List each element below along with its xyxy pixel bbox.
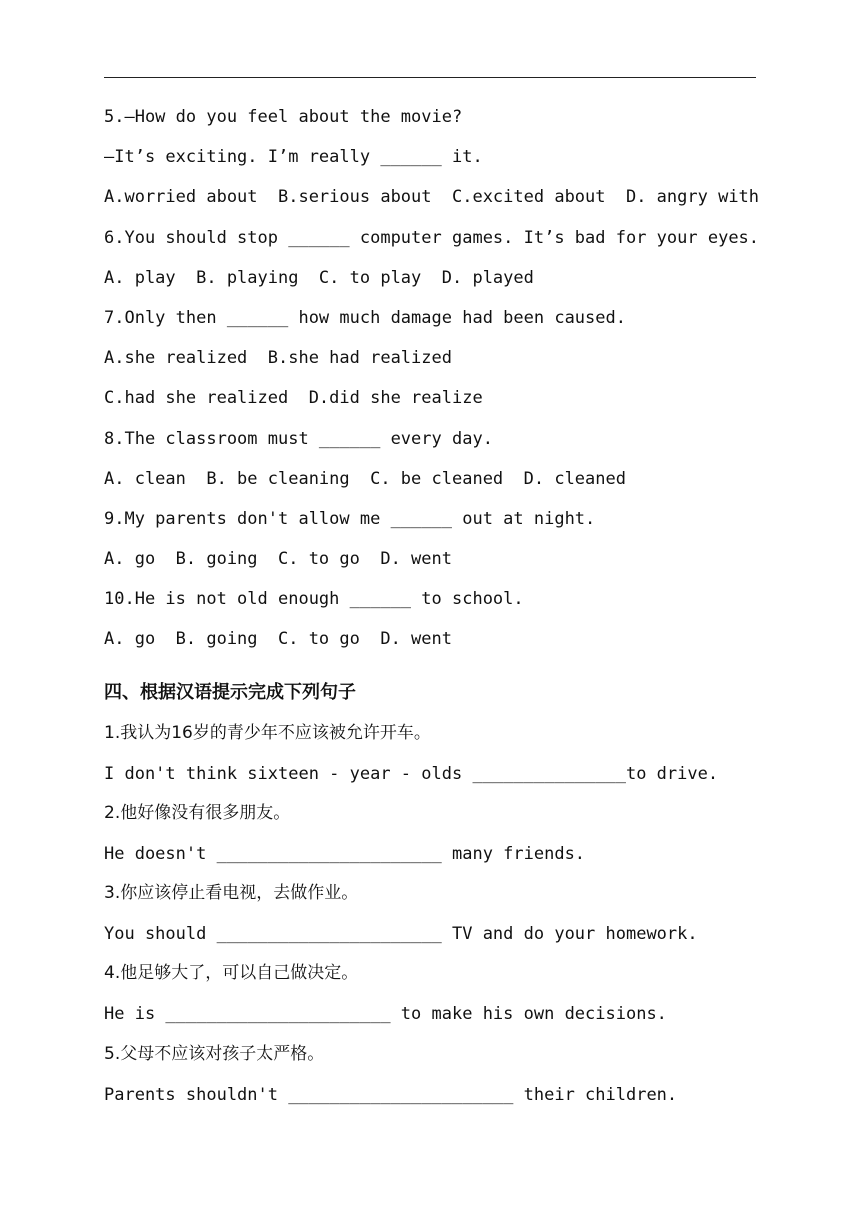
q10-stem: 10.He is not old enough ______ to school. <box>104 589 524 609</box>
q7-options-cd: C.had she realized D.did she realize <box>104 388 483 408</box>
q6-options: A. play B. playing C. to play D. played <box>104 268 534 288</box>
p4-item5-english: Parents shouldn't ______________________ their children. <box>104 1085 678 1105</box>
p4-item2-chinese: 2.他好像没有很多朋友。 <box>104 803 291 823</box>
p4-item4-english: He is ______________________ to make his own decisions. <box>104 1004 667 1024</box>
q7-options-ab: A.she realized B.she had realized <box>104 348 452 368</box>
q5-options: A.worried about B.serious about C.excited about D. angry with <box>104 187 760 207</box>
q7-stem: 7.Only then ______ how much damage had been caused. <box>104 308 626 328</box>
q9-options: A. go B. going C. to go D. went <box>104 549 452 569</box>
q10-options: A. go B. going C. to go D. went <box>104 629 452 649</box>
q9-stem: 9.My parents don't allow me ______ out at night. <box>104 509 596 529</box>
p4-item3-english: You should ______________________ TV and do your homework. <box>104 924 698 944</box>
p4-item1-english: I don't think sixteen - year - olds _______________to drive. <box>104 764 719 784</box>
header-rule <box>104 77 756 78</box>
q6-stem: 6.You should stop ______ computer games. It’s bad for your eyes. <box>104 228 760 248</box>
q5-stem-reply: —It’s exciting. I’m really ______ it. <box>104 147 483 167</box>
p4-item4-chinese: 4.他足够大了，可以自己做决定。 <box>104 963 359 983</box>
p4-item5-chinese: 5.父母不应该对孩子太严格。 <box>104 1044 325 1064</box>
section-four-heading: 四、根据汉语提示完成下列句子 <box>104 682 356 703</box>
p4-item2-english: He doesn't ______________________ many friends. <box>104 844 586 864</box>
q8-options: A. clean B. be cleaning C. be cleaned D. cleaned <box>104 469 626 489</box>
p4-item3-chinese: 3.你应该停止看电视，去做作业。 <box>104 883 359 903</box>
q5-stem: 5.—How do you feel about the movie? <box>104 107 463 127</box>
q8-stem: 8.The classroom must ______ every day. <box>104 429 493 449</box>
p4-item1-chinese: 1.我认为16岁的青少年不应该被允许开车。 <box>104 723 431 743</box>
